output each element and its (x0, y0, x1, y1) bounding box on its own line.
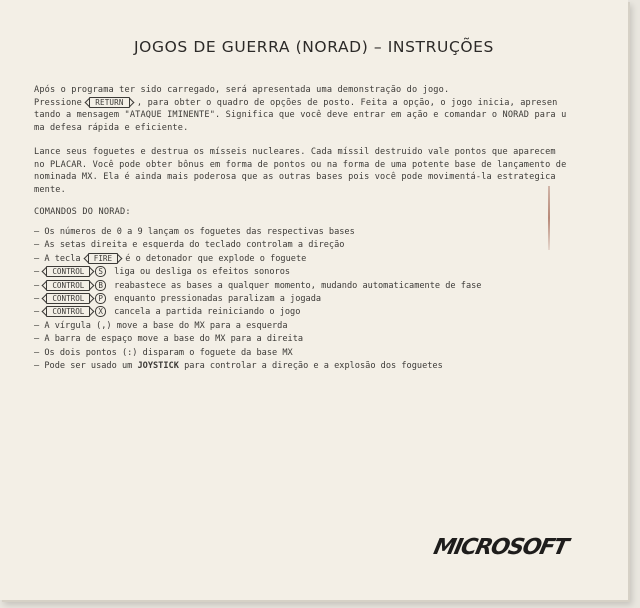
text-line: mente. (34, 184, 66, 195)
text-segment: – (34, 293, 45, 304)
list-item (34, 306, 481, 319)
text-line: Após o programa ter sido carregado, será apresentada uma demonstração do jogo. (34, 85, 450, 95)
text-segment: – (34, 267, 45, 278)
text-segment: para controlar a direção e a explosão dos foguetes (178, 360, 443, 371)
list-item (34, 280, 481, 293)
text-line (34, 97, 606, 110)
return-key-glyph: RETURN (89, 97, 129, 108)
microsoft-logo: MICROSOFT (431, 535, 570, 560)
control-key-glyph: CONTROL (46, 280, 90, 291)
list-item (34, 293, 481, 306)
page-title: JOGOS DE GUERRA (NORAD) – INSTRUÇÕES (133, 38, 494, 56)
control-key-glyph: CONTROL (46, 306, 90, 317)
text-segment: – (34, 280, 45, 291)
text-segment: , para obter o quadro de opções de posto. Feita a opção, o jogo inicia, apresen (131, 97, 558, 108)
list-item: – Os dois pontos (:) disparam o foguete da base MX (34, 347, 293, 358)
list-item: – A vírgula (,) move a base do MX para a esquerda (34, 320, 288, 331)
text-line: ma defesa rápida e eficiente. (34, 122, 189, 133)
commands-heading: COMANDOS DO NORAD: (34, 207, 131, 217)
list-item: – Os números de 0 a 9 lançam os foguetes das respectivas bases (34, 227, 355, 237)
text-line: tando a mensagem "ATAQUE IMINENTE". Significa que você deve entrar em ação e comandar o NORAD para u (34, 110, 567, 120)
x-key-glyph: X (95, 306, 106, 317)
list-item: – A barra de espaço move a base do MX para a direita (34, 334, 304, 345)
text-line: Lance seus foguetes e destrua os mísseis nucleares. Cada míssil destruido vale pontos que aparecem (34, 147, 556, 157)
text-segment: enquanto pressionadas paralizam a jogada (108, 293, 322, 304)
intro-paragraph (34, 84, 606, 134)
text-segment: Pressione (34, 97, 88, 108)
text-segment: reabastece as bases a qualquer momento, mudando automaticamente de fase (108, 280, 482, 291)
text-segment: é o detonador que explode o foguete (120, 253, 307, 264)
text-segment: – Pode ser usado um (34, 360, 138, 371)
list-item: – As setas direita e esquerda do teclado controlam a direção (34, 240, 345, 251)
joystick-word: JOYSTICK (137, 360, 179, 371)
list-item (34, 266, 481, 279)
text-segment: cancela a partida reiniciando o jogo (108, 307, 301, 318)
text-line: nominada MX. Ela é ainda mais poderosa que as outras bases pois você pode movimentá-la estrategica (34, 172, 556, 182)
control-key-glyph: CONTROL (46, 266, 90, 277)
control-key-glyph: CONTROL (46, 293, 90, 304)
text-line: no PLACAR. Você pode obter bônus em forma de pontos ou na forma de uma potente base de lançamento de (34, 159, 567, 170)
list-item (34, 360, 481, 373)
text-segment: – A tecla (34, 253, 86, 264)
fire-key-glyph: FIRE (88, 253, 118, 264)
s-key-glyph: S (95, 266, 106, 277)
list-item (34, 253, 481, 266)
text-segment: liga ou desliga os efeitos sonoros (108, 267, 291, 278)
stain-mark (548, 186, 550, 250)
p-key-glyph: P (95, 293, 106, 304)
gameplay-paragraph (34, 146, 606, 196)
text-segment: – (34, 307, 45, 318)
b-key-glyph: B (95, 280, 106, 291)
commands-list (34, 226, 481, 373)
